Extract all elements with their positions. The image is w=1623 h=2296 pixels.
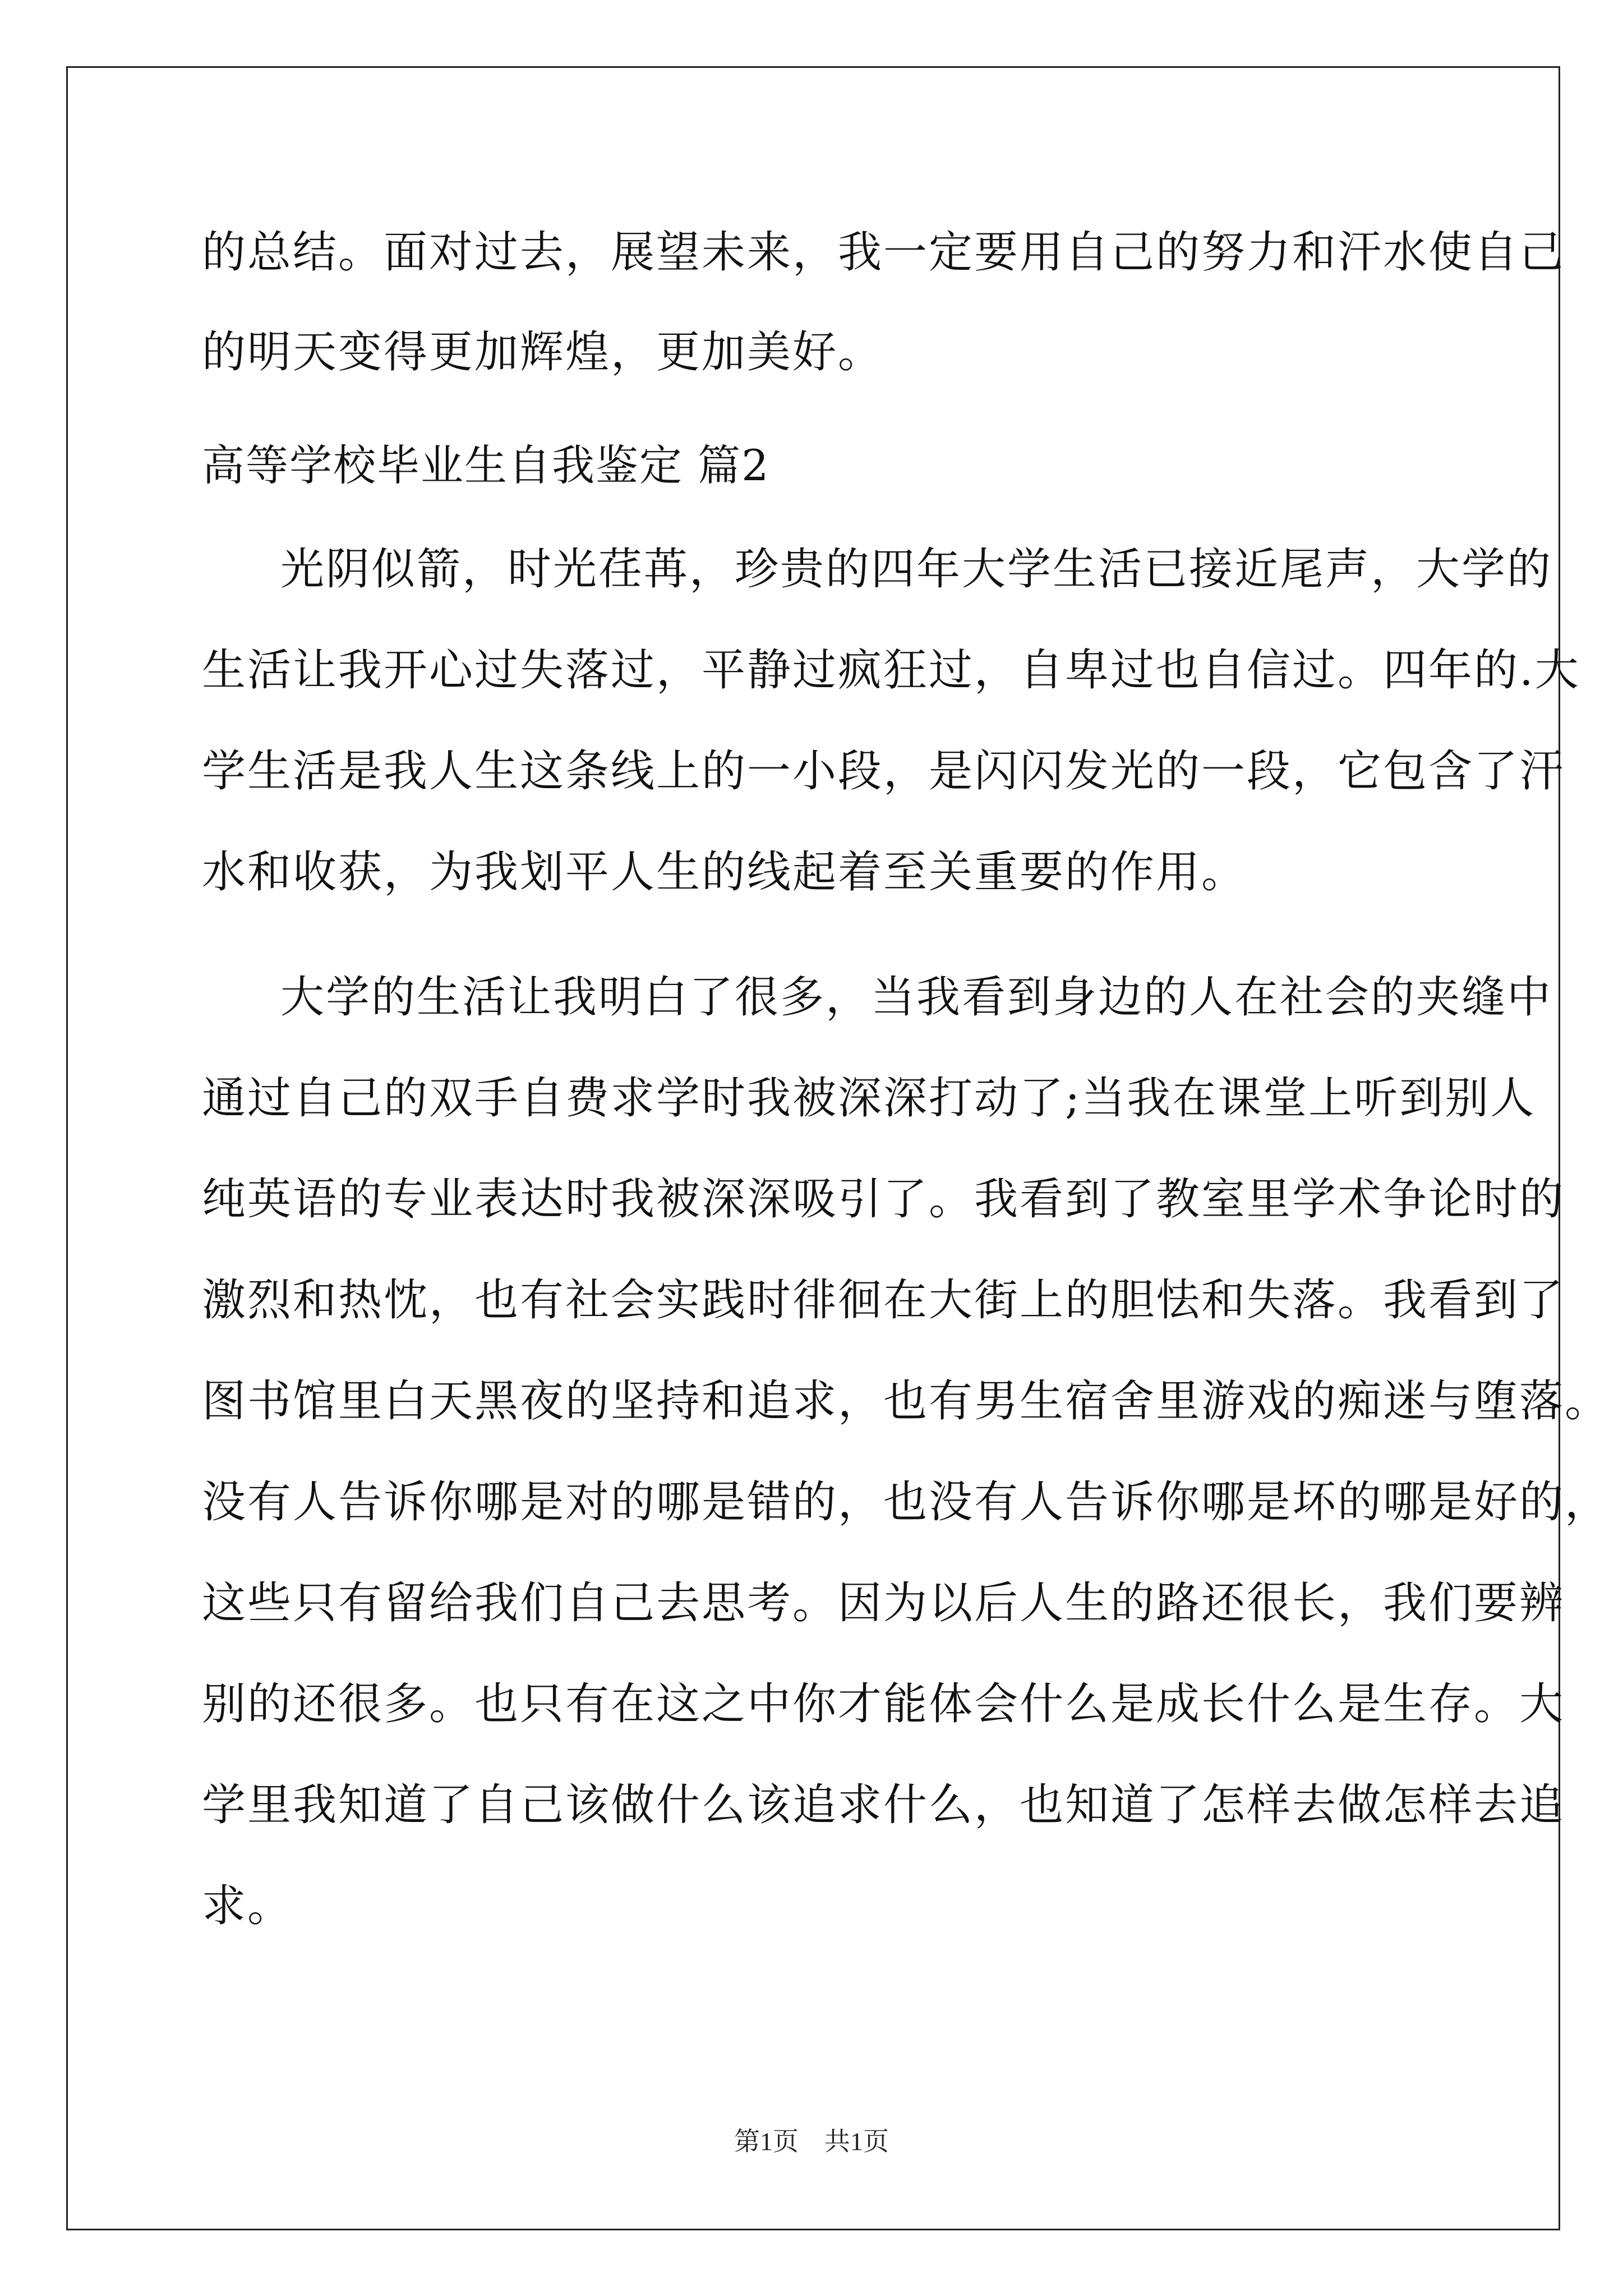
paragraph-2-line: 通过自己的双手自费求学时我被深深打动了;当我在课堂上听到别人 [202,1073,1536,1124]
paragraph-1-line: 水和收获，为我划平人生的线起着至关重要的作用。 [202,847,1247,898]
paragraph-2-line: 图书馆里白天黑夜的坚持和追求，也有男生宿舍里游戏的痴迷与堕落。 [202,1376,1611,1427]
page-footer: 第1页 共1页 [734,2127,889,2156]
paragraph-2-line: 别的还很多。也只有在这之中你才能体会什么是成长什么是生存。大 [202,1679,1565,1729]
paragraph-2-line: 没有人告诉你哪是对的哪是错的，也没有人告诉你哪是坏的哪是好的， [202,1477,1611,1527]
section-title: 高等学校毕业生自我鉴定 篇2 [202,440,770,490]
paragraph-2-line: 求。 [202,1881,293,1931]
paragraph-2-line: 学里我知道了自己该做什么该追求什么，也知道了怎样去做怎样去追 [202,1780,1565,1830]
paragraph-1-line: 生活让我开心过失落过，平静过疯狂过，自卑过也自信过。四年的.大 [202,645,1580,696]
paragraph-1-line: 光阴似箭，时光荏苒，珍贵的四年大学生活已接近尾声，大学的 [280,544,1553,595]
paragraph-2-line: 这些只有留给我们自己去思考。因为以后人生的路还很长，我们要辨 [202,1578,1565,1628]
paragraph-2-line: 纯英语的专业表达时我被深深吸引了。我看到了教室里学术争论时的 [202,1174,1565,1225]
intro-line-2: 的明天变得更加辉煌，更加美好。 [202,327,884,378]
paragraph-2-line: 大学的生活让我明白了很多，当我看到身边的人在社会的夹缝中 [280,972,1553,1023]
intro-line-1: 的总结。面对过去，展望未来，我一定要用自己的努力和汗水使自己 [202,227,1565,278]
paragraph-1-line: 学生活是我人生这条线上的一小段，是闪闪发光的一段，它包含了汗 [202,746,1565,797]
paragraph-2-line: 激烈和热忱，也有社会实践时徘徊在大街上的胆怯和失落。我看到了 [202,1275,1565,1326]
